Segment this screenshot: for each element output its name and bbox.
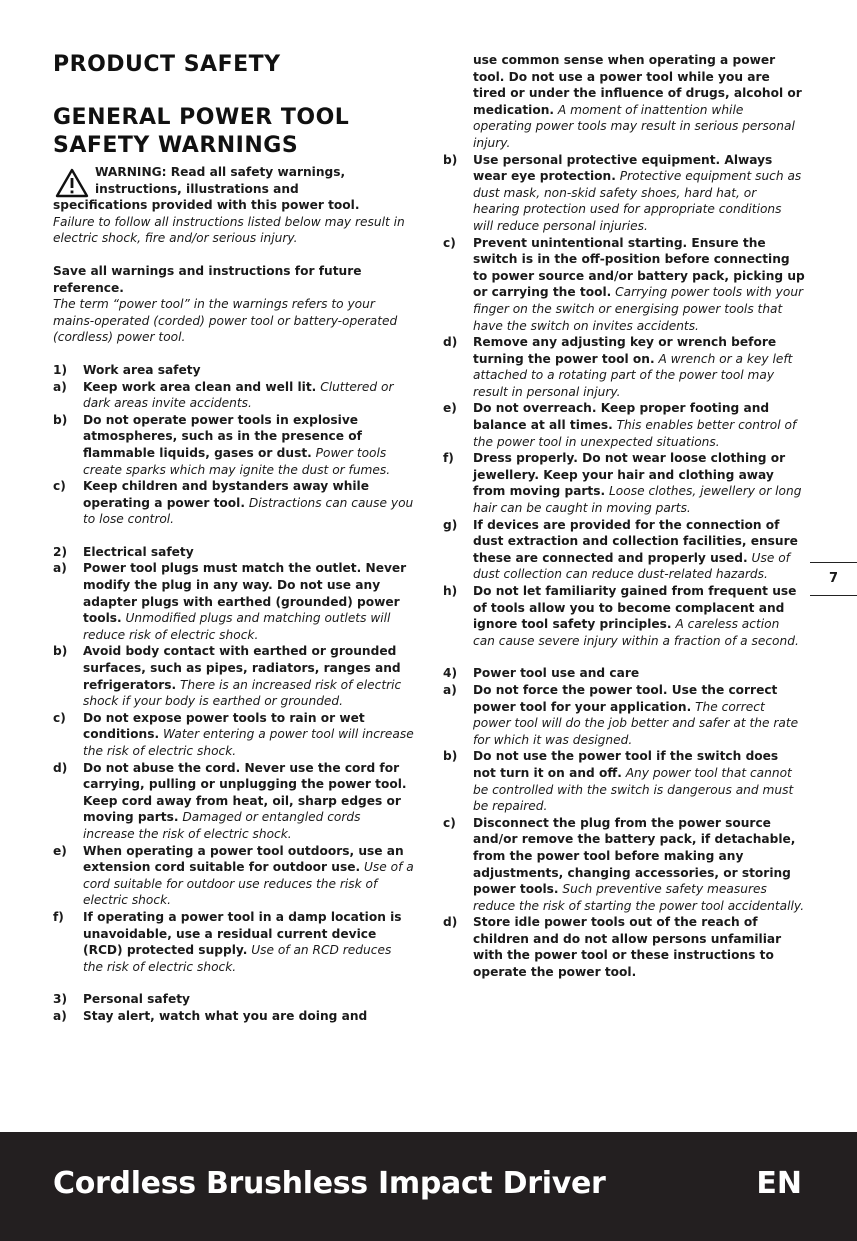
safety-section [53,362,415,528]
section-title: Electrical safety [83,544,194,559]
item-italic-text: Water entering a power tool will increase the risk of electric shock. [83,727,414,758]
item-label: g) [443,517,458,532]
footer-bar [0,1132,857,1241]
list-item [443,235,805,335]
item-bold-text: Do not abuse the cord. Never use the cord for carrying, pulling or unplugging the power tool. Keep cord away from heat, oil, sharp edges or moving parts. [83,760,407,825]
item-italic-text: Power tools create sparks which may ignite the dust or fumes. [83,445,391,477]
left-sections [53,362,415,1025]
right-column [443,52,805,981]
item-label: c) [443,235,456,250]
item-italic-text: Such preventive safety measures reduce the risk of starting the power tool accidentally. [473,882,805,913]
item-bold-text: If operating a power tool in a damp location is unavoidable, use a residual current device (RCD) protected supply. [83,909,402,958]
list-item [443,400,805,450]
tool-use-items [443,682,805,981]
left-column [53,52,415,1025]
item-italic-text: Damaged or entangled cords increase the risk of electric shock. [83,810,361,841]
section-title: Power tool use and care [473,666,640,681]
list-item [443,914,805,980]
item-italic-text: Any power tool that cannot be controlled with the switch is dangerous and must be repaired. [473,765,794,814]
safety-section [53,544,415,975]
item-bold-text: Power tool plugs must match the outlet. Never modify the plug in any way. Do not use any adapter plugs with earthed (grounded) power tools. [83,561,407,626]
item-label: a) [53,561,67,576]
item-label: f) [443,451,454,466]
item-label: e) [53,843,67,858]
item-bold-text: If devices are provided for the connection of dust extraction and collection facilities, ensure these are connected and properly used. [473,517,798,565]
list-item [53,909,415,975]
item-bold-text: Remove any adjusting key or wrench before turning the power tool on. [473,335,777,366]
footer-title: Cordless Brushless Impact Driver [53,1166,606,1201]
item-italic-text: Protective equipment such as dust mask, non-skid safety shoes, hard hat, or hearing protection used for appropriate conditions will reduce personal injuries. [473,169,802,233]
subheading-line1: GENERAL POWER TOOL [53,105,350,130]
item-bold-text: Do not force the power tool. Use the correct power tool for your application. [473,682,778,714]
item-label: d) [443,915,458,930]
list-item [53,478,415,528]
list-item [443,815,805,915]
page-number: 7 [828,571,839,586]
continued-italic: A moment of inattention while operating power tools may result in serious personal injury. [473,102,795,150]
item-bold-text: Do not expose power tools to rain or wet conditions. [83,710,365,742]
list-item [53,379,415,412]
item-bold-text: When operating a power tool outdoors, use an extension cord suitable for outdoor use. [83,843,404,875]
save-text: The term “power tool” in the warnings refers to your mains-operated (corded) power tool or battery-operated (cordless) power tool. [53,297,398,345]
warning-line-3: specifications provided with this power tool. [53,198,360,213]
item-italic-text: Cluttered or dark areas invite accidents. [83,379,394,411]
item-italic-text: Unmodified plugs and matching outlets will reduce risk of electric shock. [83,611,391,642]
item-italic-text: Use of a cord suitable for outdoor use reduces the risk of electric shock. [83,860,414,908]
list-item [443,152,805,235]
page-number-rule-bottom [810,595,857,596]
item-bold-text: Stay alert, watch what you are doing and [83,1008,368,1023]
item-bold-text: Use personal protective equipment. Always wear eye protection. [473,152,773,184]
list-item [53,843,415,909]
section-number: 3) [53,992,68,1007]
list-item [53,760,415,843]
page-number-rule-top [810,562,857,563]
item-label: b) [53,412,68,427]
item-italic-text: This enables better control of the power tool in unexpected situations. [473,418,797,449]
safety-section [53,991,415,1024]
list-item [443,334,805,400]
continued-bold: use common sense when operating a power tool. Do not use a power tool while you are tired or under the influence of drugs, alcohol or medication. [473,53,802,117]
section-title: Personal safety [83,992,190,1007]
item-bold-text: Keep work area clean and well lit. [83,379,317,394]
item-label: a) [443,682,457,697]
item-label: b) [443,749,458,764]
section-title: Work area safety [83,362,201,377]
section-heading: PRODUCT SAFETY [53,52,281,77]
item-bold-text: Do not use the power tool if the switch does not turn it on and off. [473,749,779,780]
item-bold-text: Keep children and bystanders away while operating a power tool. [83,479,369,510]
item-bold-text: Do not operate power tools in explosive atmospheres, such as in the presence of flammable liquids, gases or dust. [83,412,362,460]
section-number: 4) [443,666,458,681]
item-italic-text: The correct power tool will do the job better and safer at the rate for which it was designed. [473,699,799,747]
item-label: a) [53,1008,67,1023]
list-item [53,412,415,478]
item-label: c) [443,815,456,830]
item-label: b) [443,152,458,167]
list-item [443,450,805,516]
continued-item [443,52,805,152]
warning-triangle-icon [55,168,89,198]
item-label: c) [53,710,66,725]
list-item [443,748,805,814]
item-italic-text: There is an increased risk of electric shock if your body is earthed or grounded. [83,677,402,709]
item-label: c) [53,479,66,494]
warning-line-2: instructions, illustrations and [95,181,299,196]
list-item [443,583,805,649]
list-item [53,710,415,760]
item-italic-text: Distractions can cause you to lose control. [83,495,414,527]
section-4-header [443,665,805,682]
item-label: d) [53,760,68,775]
item-bold-text: Do not overreach. Keep proper footing and balance at all times. [473,401,770,433]
item-italic-text: Use of an RCD reduces the risk of electric shock. [83,943,392,974]
list-item [443,682,805,748]
item-bold-text: Do not let familiarity gained from frequent use of tools allow you to become complacent and ignore tool safety principles. [473,584,797,632]
subheading-line2: SAFETY WARNINGS [53,133,299,158]
item-italic-text: Carrying power tools with your finger on the switch or energising power tools that have the switch on invites accidents. [473,285,804,333]
footer-language: EN [756,1166,802,1201]
list-item [53,560,415,643]
item-label: d) [443,335,458,350]
item-italic-text: A careless action can cause severe injury within a fraction of a second. [473,617,799,648]
warning-block [53,164,415,247]
item-bold-text: Dress properly. Do not wear loose clothing or jewellery. Keep your hair and clothing away from moving parts. [473,451,786,499]
personal-safety-items [443,152,805,650]
save-instructions [53,263,415,346]
item-bold-text: Store idle power tools out of the reach of children and do not allow persons unfamiliar with the power tool or these instructions to operate the power tool. [473,915,782,980]
section-number: 1) [53,362,68,377]
save-bold: Save all warnings and instructions for future reference. [53,263,362,295]
item-bold-text: Avoid body contact with earthed or grounded surfaces, such as pipes, radiators, ranges and refrigerators. [83,644,401,692]
item-label: f) [53,909,64,924]
list-item [53,643,415,709]
section-number: 2) [53,544,68,559]
item-label: b) [53,644,68,659]
warning-line-1: WARNING: Read all safety warnings, [95,165,346,179]
item-italic-text: Loose clothes, jewellery or long hair can be caught in moving parts. [473,484,802,516]
item-bold-text: Disconnect the plug from the power source and/or remove the battery pack, if detachable, from the power tool before making any adjustments, changing accessories, or storing power tools. [473,815,796,897]
item-italic-text: A wrench or a key left attached to a rotating part of the power tool may result in personal injury. [473,351,793,399]
item-bold-text: Prevent unintentional starting. Ensure the switch is in the off-position before connecting to power source and/or battery pack, picking up or carrying the tool. [473,235,805,300]
item-label: e) [443,401,457,416]
item-label: a) [53,379,67,394]
list-item [53,1008,415,1025]
warning-text: Failure to follow all instructions listed below may result in electric shock, fire and/or serious injury. [53,214,405,246]
list-item [443,517,805,583]
item-label: h) [443,584,458,598]
item-italic-text: Use of dust collection can reduce dust-related hazards. [473,550,790,582]
